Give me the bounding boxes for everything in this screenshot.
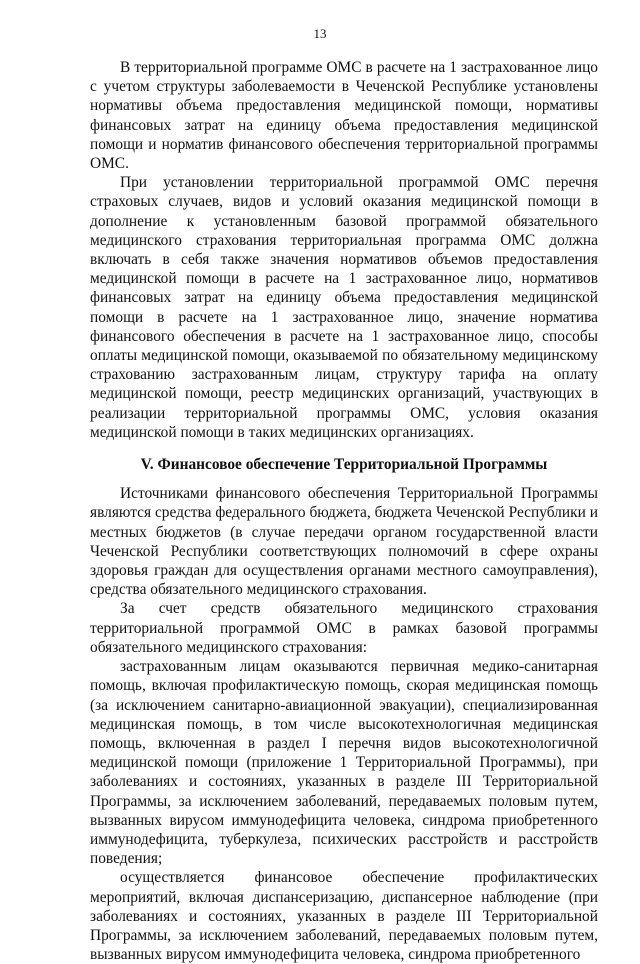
page-number: 13 [313,26,327,41]
paragraph: застрахованным лицам оказываются первичная медико-санитарная помощь, включая профилактическую помощь, скорая медицинская помощь (за исключением санитарно-авиационной эвакуации), специализированная медицинская помощь, в том числе высокотехнологичная медицинская помощь, включенная в раздел I перечня видов высокотехнологичной медицинской помощи (приложение 1 Территориальной Программы), при заболеваниях и состояниях, указанных в разделе III Территориальной Программы, за исключением заболеваний, передаваемых половым путем, вызванных вирусом иммунодефицита человека, синдрома приобретенного иммунодефицита, туберкулеза, психических расстройств и расстройств поведения; [90,658,598,868]
paragraph: При установлении территориальной программой ОМС перечня страховых случаев, видов и условий оказания медицинской помощи в дополнение к установленным базовой программой обязательного медицинского страхования территориальная программа ОМС должна включать в себя также значения нормативов объемов предоставления медицинской помощи в расчете на 1 застрахованное лицо, нормативов финансовых затрат на единицу объема предоставления медицинской помощи в расчете на 1 застрахованное лицо, значение норматива финансового обеспечения в расчете на 1 застрахованное лицо, способы оплаты медицинской помощи, оказываемой по обязательному медицинскому страхованию застрахованным лицам, структуру тарифа на оплату медицинской помощи, реестр медицинских организаций, участвующих в реализации территориальной программы ОМС, условия оказания медицинской помощи в таких медицинских организациях. [90,174,598,441]
section-heading: V. Финансовое обеспечение Территориальной Программы [140,456,548,474]
paragraph: В территориальной программе ОМС в расчете на 1 застрахованное лицо с учетом структуры заболеваемости в Чеченской Республике установлены нормативы объема предоставления медицинской помощи, нормативы финансовых затрат на единицу объема предоставления медицинской помощи и норматив финансового обеспечения территориальной программы ОМС. [90,59,598,173]
paragraph: осуществляется финансовое обеспечение профилактических мероприятий, включая диспансеризацию, диспансерное наблюдение (при заболеваниях и состояниях, указанных в разделе III Территориальной Программы, за исключением заболеваний, передаваемых половым путем, вызванных вирусом иммунодефицита человека, синдрома приобретенного [90,869,598,964]
document-body [90,58,598,964]
paragraph: Источниками финансового обеспечения Территориальной Программы являются средства федерального бюджета, бюджета Чеченской Республики и местных бюджетов (в случае передачи органом государственной власти Чеченской Республики соответствующих полномочий в сфере охраны здоровья граждан для осуществления органами местного самоуправления), средства обязательного медицинского страхования. [90,485,598,599]
paragraph: За счет средств обязательного медицинского страхования территориальной программой ОМС в рамках базовой программы обязательного медицинского страхования: [90,600,598,656]
